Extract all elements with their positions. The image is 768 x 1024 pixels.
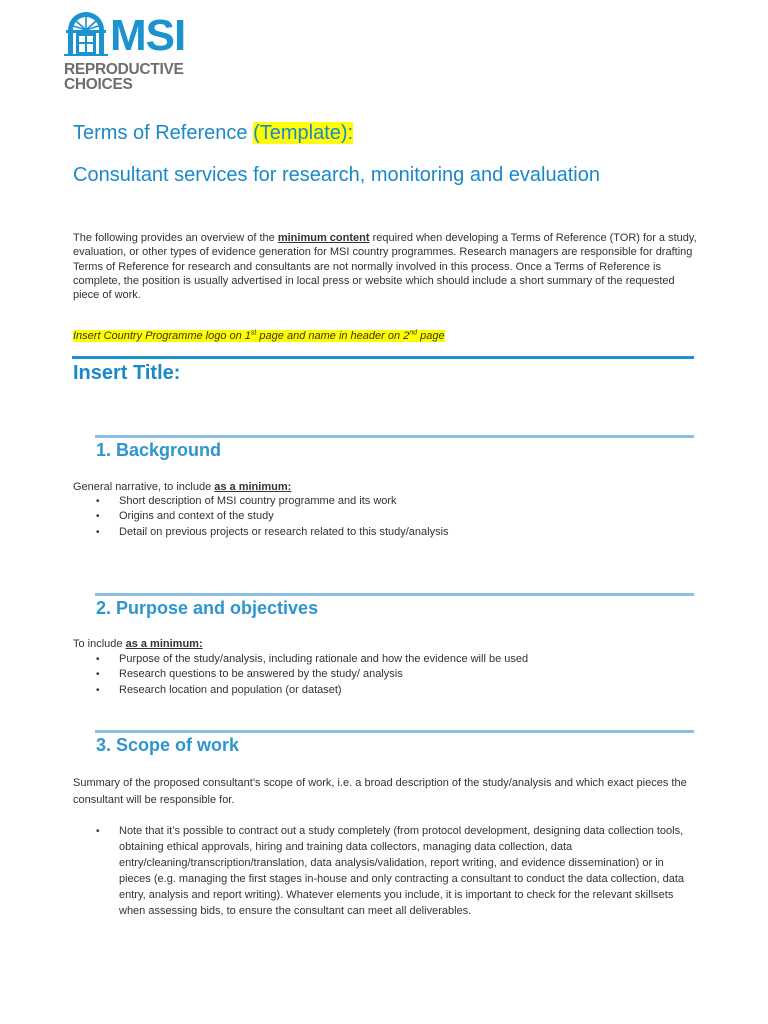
document-title-highlight: (Template):	[253, 122, 354, 144]
section-heading-scope: 3. Scope of work	[96, 735, 240, 755]
insert-note-text-1: Insert Country Programme logo on 1	[73, 329, 251, 342]
list-item: • Detail on previous projects or research related to this study/analysis	[95, 525, 449, 540]
insert-logo-note	[73, 329, 445, 342]
section-heading-background: 1. Background	[96, 440, 222, 460]
purpose-lead	[73, 637, 203, 651]
list-item: • Research questions to be answered by the study/ analysis	[95, 667, 528, 682]
list-item: • Origins and context of the study	[95, 509, 449, 524]
doorway-icon	[64, 10, 108, 56]
document-subtitle: Consultant services for research, monitoring and evaluation	[73, 164, 600, 186]
list-item: • Purpose of the study/analysis, including rationale and how the evidence will be used	[95, 652, 528, 667]
list-item: • Note that it’s possible to contract out a study completely (from protocol development, designing data collection tools, obtaining ethical approvals, hiring and training data collectors, managing data collection, data entry/cleaning/transcription/translation, data analysis/validation, report writing, and evidence dissemination) or in pieces (e.g. managing the first stages in-house and only contracting a consultant to conduct the data collection, data entry, analysis and report writing). Whatever elements you include, it is important to check for the relevant skillsets when assessing bids, to ensure the consultant can meet all deliverables.	[95, 824, 695, 919]
list-item: • Research location and population (or dataset)	[95, 683, 528, 698]
purpose-lead-emphasis: as a minimum:	[125, 638, 203, 650]
background-lead	[73, 480, 291, 494]
list-item: • Short description of MSI country programme and its work	[95, 494, 449, 509]
scope-note-list	[95, 824, 695, 919]
background-lead-emphasis: as a minimum:	[214, 481, 292, 493]
document-title	[73, 122, 353, 145]
purpose-bullet-list	[95, 652, 528, 698]
document-title-text: Terms of Reference	[73, 122, 254, 144]
section-divider-background	[95, 435, 694, 438]
insert-note-text-2: page and name in header on 2	[256, 329, 410, 342]
background-lead-text: General narrative, to include	[73, 481, 215, 493]
insert-note-text-3: page	[417, 329, 445, 342]
insert-title-heading: Insert Title:	[73, 362, 181, 384]
msi-logo	[64, 10, 185, 92]
background-bullet-list	[95, 494, 449, 540]
scope-summary: Summary of the proposed consultant’s scope of work, i.e. a broad description of the study/analysis and which exact pieces the consultant will be responsible for.	[73, 777, 687, 806]
insert-note-sup-2: nd	[409, 329, 418, 336]
title-divider	[72, 356, 694, 359]
logo-subtitle-line-2: CHOICES	[64, 76, 133, 93]
section-heading-purpose: 2. Purpose and objectives	[96, 598, 319, 618]
logo-subtitle-line-1: REPRODUCTIVE	[64, 61, 184, 78]
insert-note-sup-1: st	[250, 329, 257, 336]
intro-text-2: required when developing a Terms of Reference (TOR) for a study, evaluation, or other types of evidence generation for MSI country programmes. Research managers are responsible for drafting Terms of Reference for research and consultants are not normally involved in this process. Once a Terms of Reference is complete, the position is usually advertised in local press or website which should include a short summary of the requested piece of work.	[73, 232, 697, 302]
intro-emphasis: minimum content	[277, 232, 370, 244]
purpose-lead-text: To include	[73, 638, 126, 650]
intro-text-1: The following provides an overview of the	[73, 232, 278, 244]
section-divider-scope	[95, 730, 694, 733]
logo-brand-text: MSI	[110, 11, 186, 60]
intro-paragraph	[73, 231, 703, 302]
insert-note-highlight	[73, 330, 445, 342]
logo-subtitle	[64, 62, 185, 92]
section-divider-purpose	[95, 593, 694, 596]
